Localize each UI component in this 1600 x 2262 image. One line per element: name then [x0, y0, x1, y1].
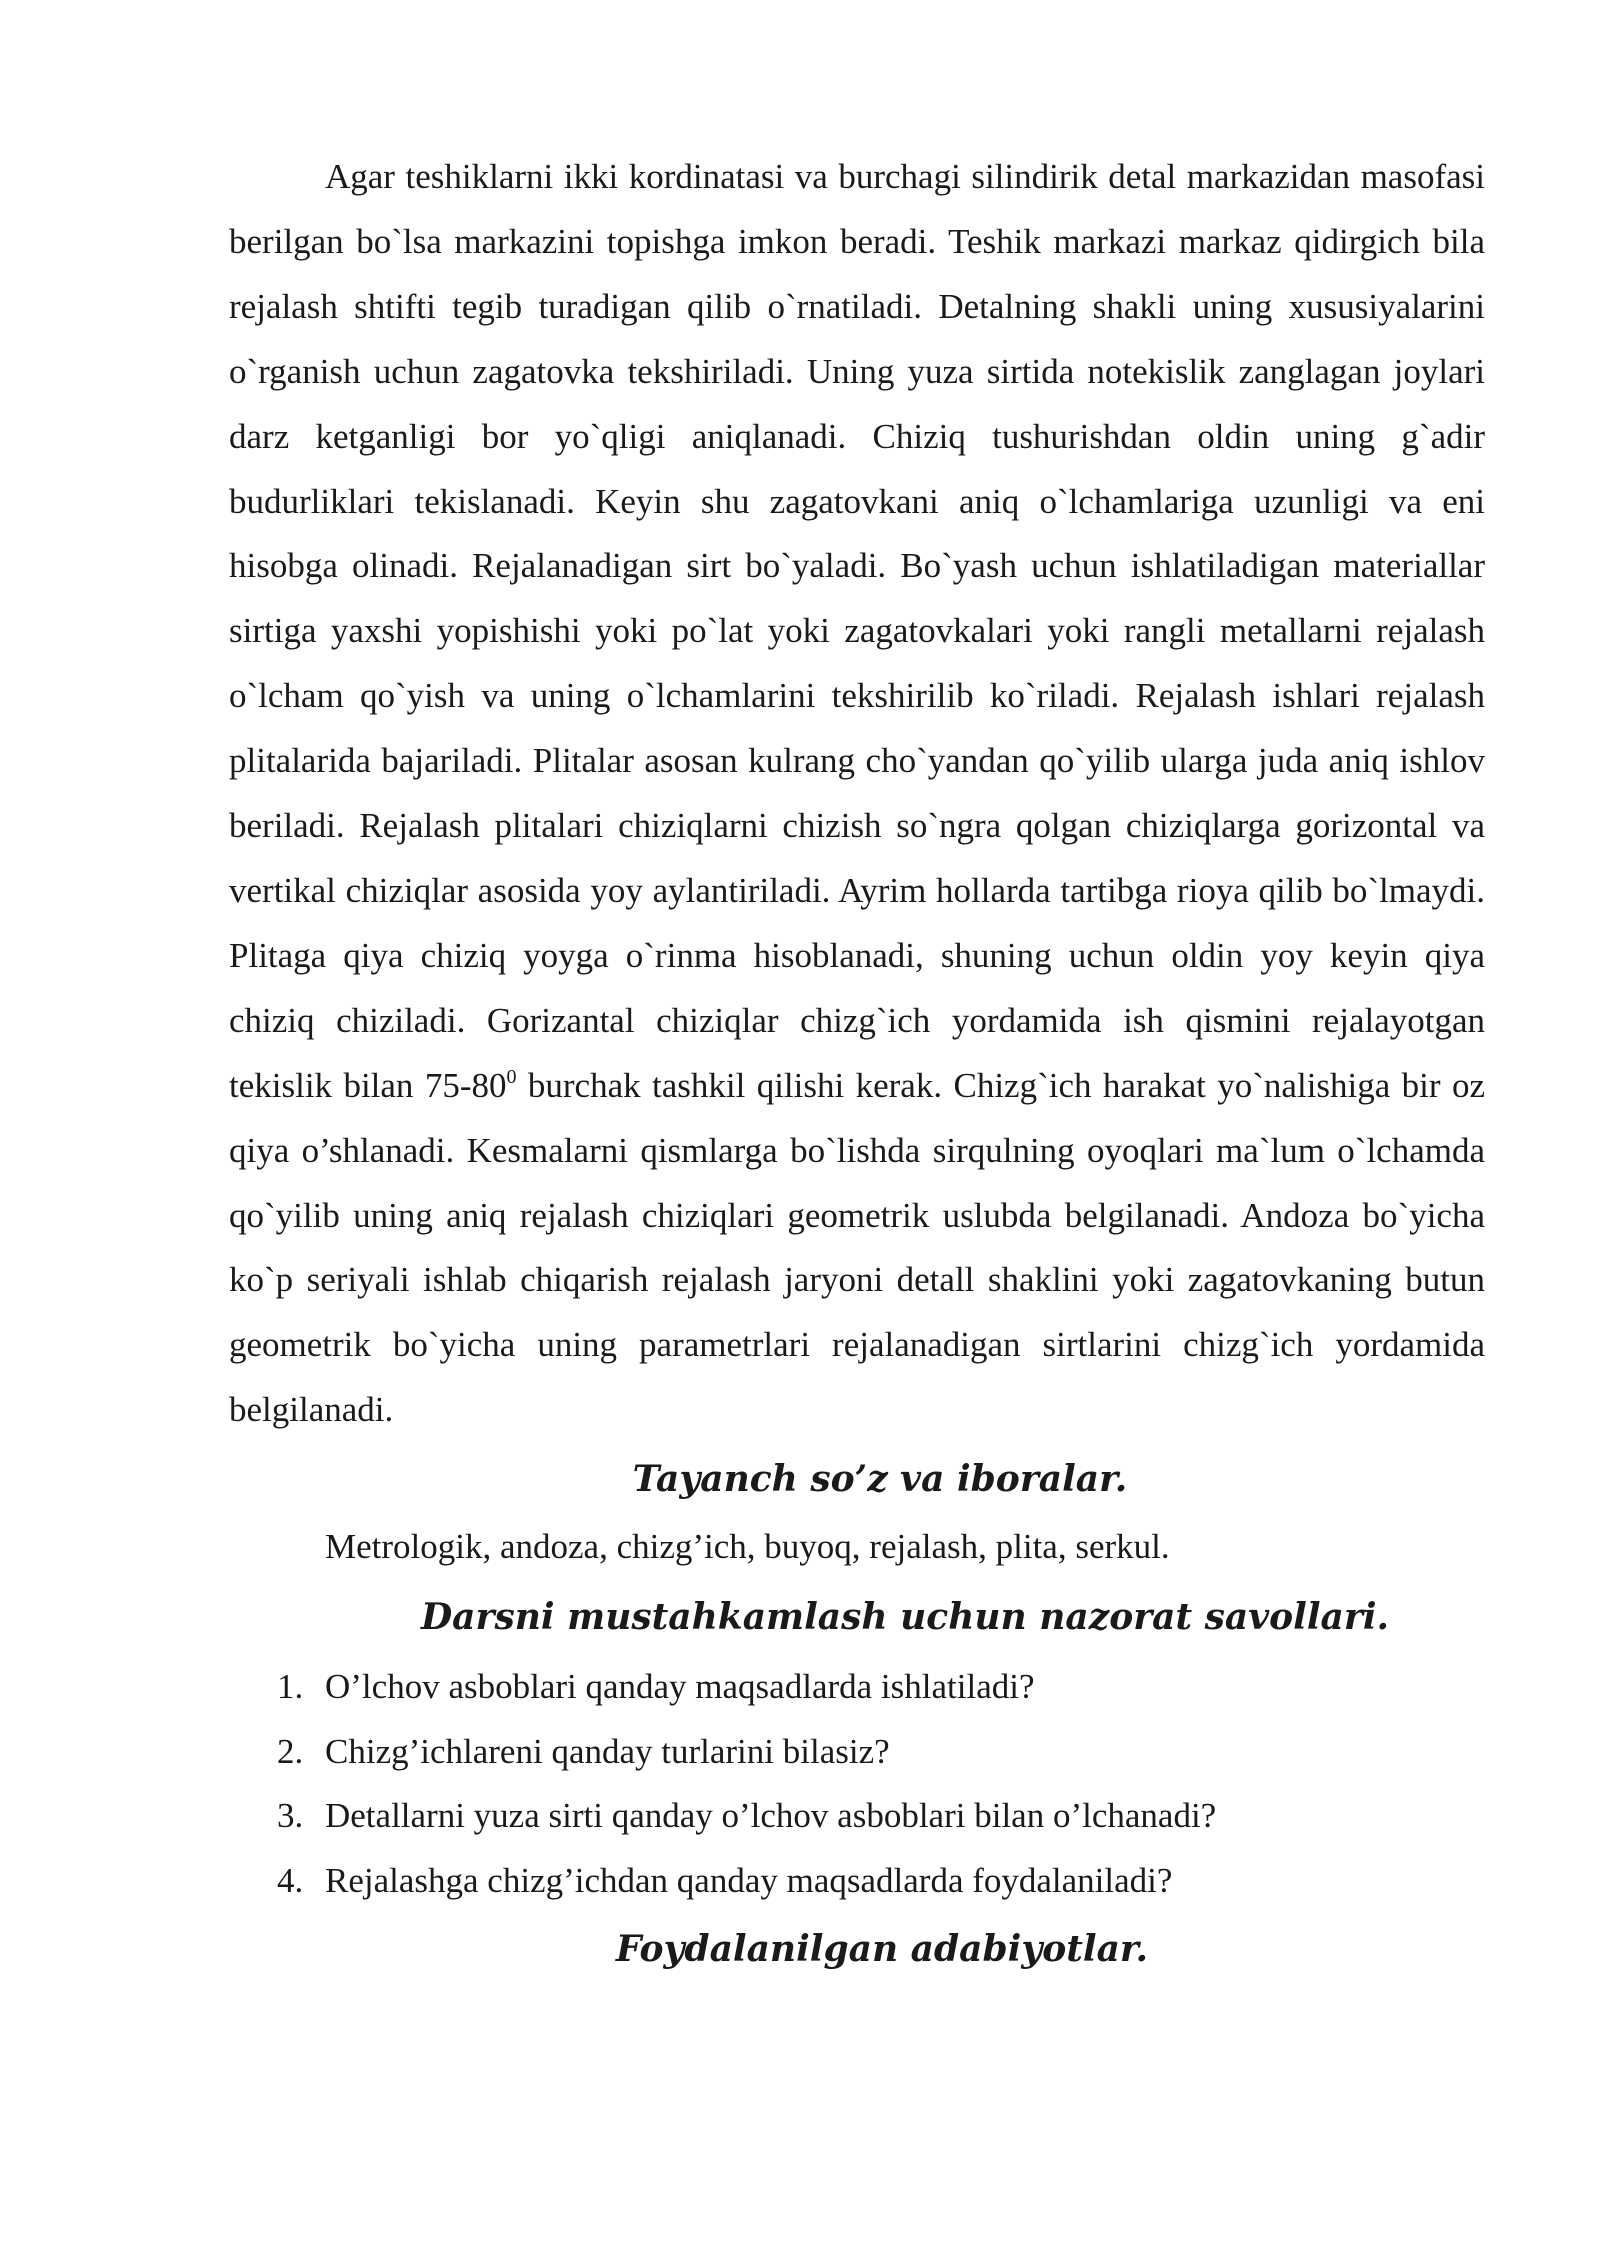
list-item: [229, 1784, 1485, 1849]
list-item: [229, 1849, 1485, 1914]
paragraph-text-part-1: Agar teshiklarni ikki kordinatasi va burchagi silindirik detal markazidan masofasi berilgan bo`lsa markazini topishga imkon beradi. Teshik markazi markaz qidirgich bila rejalash shtifti tegib turadigan qilib o`rnatiladi. Detalning shakli uning xususiyalarini o`rganish uchun zagatovka tekshiriladi. Uning yuza sirtida notekislik zanglagan joylari darz ketganligi bor yo`qligi aniqlanadi. Chiziq tushurishdan oldin uning g`adir budurliklari tekislanadi. Keyin shu zagatovkani aniq o`lchamlariga uzunligi va eni hisobga olinadi. Rejalanadigan sirt bo`yaladi. Bo`yash uchun ishlatiladigan materiallar sirtiga yaxshi yopishishi yoki po`lat yoki zagatovkalari yoki rangli metallarni rejalash o`lcham qo`yish va uning o`lchamlarini tekshirilib ko`riladi. Rejalash ishlari rejalash plitalarida bajariladi. Plitalar asosan kulrang cho`yandan qo`yilib ularga juda aniq ishlov beriladi. Rejalash plitalari chiziqlarni chizish so`ngra qolgan chiziqlarga gorizontal va vertikal chiziqlar asosida yoy aylantiriladi. Ayrim hollarda tartibga rioya qilib bo`lmaydi. Plitaga qiya chiziq yoyga o`rinma hisoblanadi, shuning uchun oldin yoy keyin qiya chiziq chiziladi. Gorizantal chiziqlar chizg`ich yordamida ish qismini rejalayotgan tekislik bilan 75-80: [229, 157, 1485, 1105]
question-text: O’lchov asboblari qanday maqsadlarda ishlatiladi?: [325, 1667, 1035, 1707]
paragraph-text-part-2: burchak tashkil qilishi kerak. Chizg`ich harakat yo`nalishiga bir oz qiya o’shlanadi. Kesmalarni qismlarga bo`lishda sirqulning oyoqlari ma`lum o`lchamda qo`yilib uning aniq rejalash chiziqlari geometrik uslubda belgilanadi. Andoza bo`yicha ko`p seriyali ishlab chiqarish rejalash jaryoni detall shaklini yoki zagatovkaning butun geometrik bo`yicha uning parametrlari rejalanadigan sirtlarini chizg`ich yordamida belgilanadi.: [229, 1065, 1485, 1430]
question-number: 2.: [277, 1731, 304, 1771]
literature-heading: Foydalanilgan adabiyotlar.: [615, 1928, 1149, 1971]
question-number: 1.: [277, 1667, 304, 1707]
question-number: 4.: [277, 1860, 304, 1900]
document-page: [229, 145, 1485, 1981]
questions-list: [229, 1655, 1485, 1913]
questions-heading: Darsni mustahkamlash uchun nazorat savollari.: [420, 1596, 1390, 1639]
question-text: Rejalashga chizg’ichdan qanday maqsadlarda foydalaniladi?: [325, 1860, 1173, 1900]
body-paragraph: [229, 145, 1485, 1443]
degree-superscript: 0: [506, 1065, 517, 1088]
list-item: [229, 1720, 1485, 1785]
question-text: Detallarni yuza sirti qanday o’lchov asboblari bilan o’lchanadi?: [325, 1796, 1217, 1836]
question-number: 3.: [277, 1796, 304, 1836]
list-item: [229, 1655, 1485, 1720]
question-text: Chizg’ichlareni qanday turlarini bilasiz?: [325, 1731, 890, 1771]
keywords-heading: Tayanch so’z va iboralar.: [632, 1458, 1128, 1501]
keywords-text: Metrologik, andoza, chizg’ich, buyoq, rejalash, plita, serkul.: [325, 1527, 1170, 1567]
